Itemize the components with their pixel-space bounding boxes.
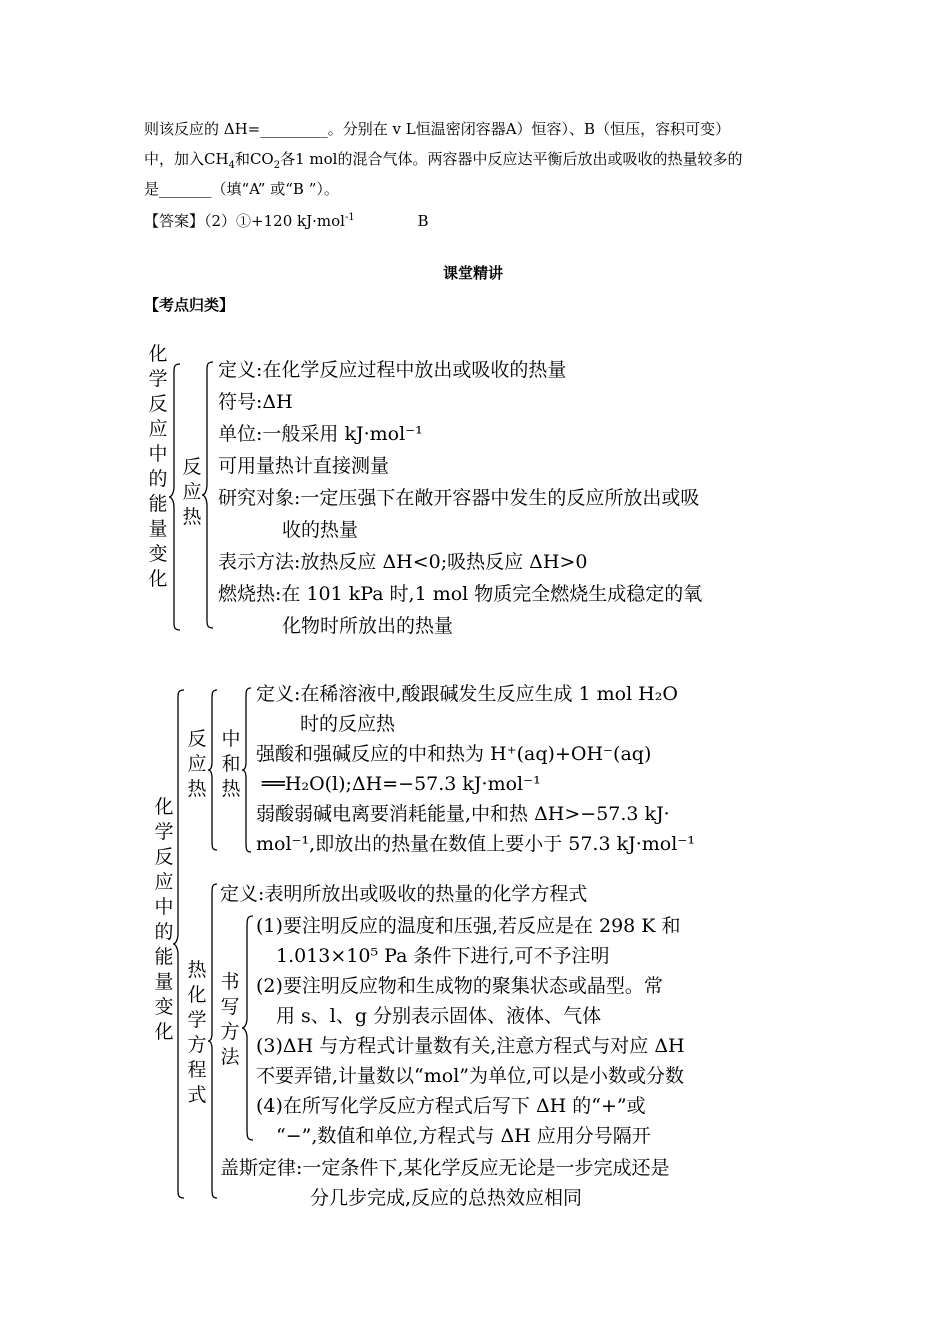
d2-hess-law: 盖斯定律:一定条件下,某化学反应无论是一步完成还是 bbox=[220, 1157, 670, 1179]
answer-text: （2）①+120 kJ·mol bbox=[204, 212, 345, 230]
d2-neutral-weak-cont: mol⁻¹,即放出的热量在数值上要小于 57.3 kJ·mol⁻¹ bbox=[256, 833, 695, 855]
diagram2-branch1-label: 反应热 bbox=[187, 728, 207, 800]
intro-line-2: 中，加入$CH_4$和$CO_2$各1 mol的混合气体。两容器中反应达平衡后放出或吸收的热量较多的 bbox=[144, 150, 743, 171]
d2-writing-2: (2)要注明反应物和生成物的聚集状态或晶型。常 bbox=[256, 975, 663, 997]
d1-item-combustion-cont: 化物时所放出的热量 bbox=[282, 615, 454, 637]
diagram1-branch-brace bbox=[201, 360, 215, 630]
diagram2-root-brace bbox=[172, 688, 186, 1200]
d1-item-unit: 单位:一般采用 kJ·mol⁻¹ bbox=[218, 423, 423, 445]
d2-writing-3-cont: 不要弄错,计量数以“mol”为单位,可以是小数或分数 bbox=[256, 1065, 685, 1087]
intro-line-3: 是_______（填“A” 或“B ”）。 bbox=[144, 180, 339, 198]
d2-writing-1: (1)要注明反应的温度和压强,若反应是在 298 K 和 bbox=[256, 915, 681, 937]
category-label: 【考点归类】 bbox=[144, 296, 235, 314]
intro-line-1: 则该反应的 ΔH=_________。分别在 v L恒温密闭容器A）恒容）、B（恒压，容积可变） bbox=[144, 120, 731, 138]
d2-writing-brace-left bbox=[241, 914, 255, 1142]
d2-writing-3: (3)ΔH 与方程式计量数有关,注意方程式与对应 ΔH bbox=[256, 1035, 685, 1057]
d2-hess-law-cont: 分几步完成,反应的总热效应相同 bbox=[310, 1187, 583, 1209]
d2-writing-2-cont: 用 s、l、g 分别表示固体、液体、气体 bbox=[276, 1005, 602, 1027]
d2-thermo-definition: 定义:表明所放出或吸收的热量的化学方程式 bbox=[220, 883, 588, 905]
answer-label: 【答案】 bbox=[144, 212, 205, 230]
d1-item-definition: 定义:在化学反应过程中放出或吸收的热量 bbox=[218, 359, 567, 381]
d2-neutral-weak: 弱酸弱碱电离要消耗能量,中和热 ΔH>−57.3 kJ· bbox=[256, 803, 670, 825]
d2-writing-1-cont: 1.013×10⁵ Pa 条件下进行,可不予注明 bbox=[276, 945, 610, 967]
diagram2-branch2-label: 热化学方程式 bbox=[187, 959, 207, 1106]
diagram2-writing-label: 书写方法 bbox=[220, 971, 240, 1068]
section-title: 课堂精讲 bbox=[443, 264, 504, 282]
d1-item-object: 研究对象:一定压强下在敞开容器中发生的反应所放出或吸 bbox=[218, 487, 700, 509]
d1-item-symbol: 符号:ΔH bbox=[218, 391, 293, 413]
d2-neutral-definition: 定义:在稀溶液中,酸跟碱发生反应生成 1 mol H₂O bbox=[256, 683, 678, 705]
d2-writing-4-cont: “−”,数值和单位,方程式与 ΔH 应用分号隔开 bbox=[276, 1125, 651, 1147]
d1-item-measure: 可用量热计直接测量 bbox=[218, 455, 390, 477]
diagram2-neutral-label: 中和热 bbox=[221, 728, 241, 800]
d1-item-notation: 表示方法:放热反应 ΔH<0;吸热反应 ΔH>0 bbox=[218, 551, 588, 573]
diagram2-branch2-brace bbox=[207, 882, 219, 1200]
diagram2-root-label: 化学反应中的能量变化 bbox=[154, 796, 174, 1043]
d2-writing-4: (4)在所写化学反应方程式后写下 ΔH 的“+”或 bbox=[256, 1095, 646, 1117]
answer-line: 【答案】（2）①+120 kJ·mol$^{-1}$ B bbox=[144, 212, 429, 230]
diagram1-branch-label: 反应热 bbox=[182, 456, 202, 528]
d1-item-object-cont: 收的热量 bbox=[282, 519, 359, 541]
answer-choice: B bbox=[417, 212, 429, 230]
d2-neutral-definition-cont: 时的反应热 bbox=[300, 713, 396, 735]
diagram2-branch1-brace bbox=[207, 688, 219, 852]
d1-item-combustion: 燃烧热:在 101 kPa 时,1 mol 物质完全燃烧生成稳定的氧 bbox=[218, 583, 703, 605]
diagram1-root-brace bbox=[168, 362, 182, 632]
diagram2-neutral-brace bbox=[241, 686, 253, 854]
d2-neutral-strong: 强酸和强碱反应的中和热为 H⁺(aq)+OH⁻(aq) bbox=[256, 743, 652, 765]
diagram1-root-label: 化学反应中的能量变化 bbox=[148, 343, 168, 590]
d2-neutral-equation: ══H₂O(l);ΔH=−57.3 kJ·mol⁻¹ bbox=[262, 773, 541, 795]
